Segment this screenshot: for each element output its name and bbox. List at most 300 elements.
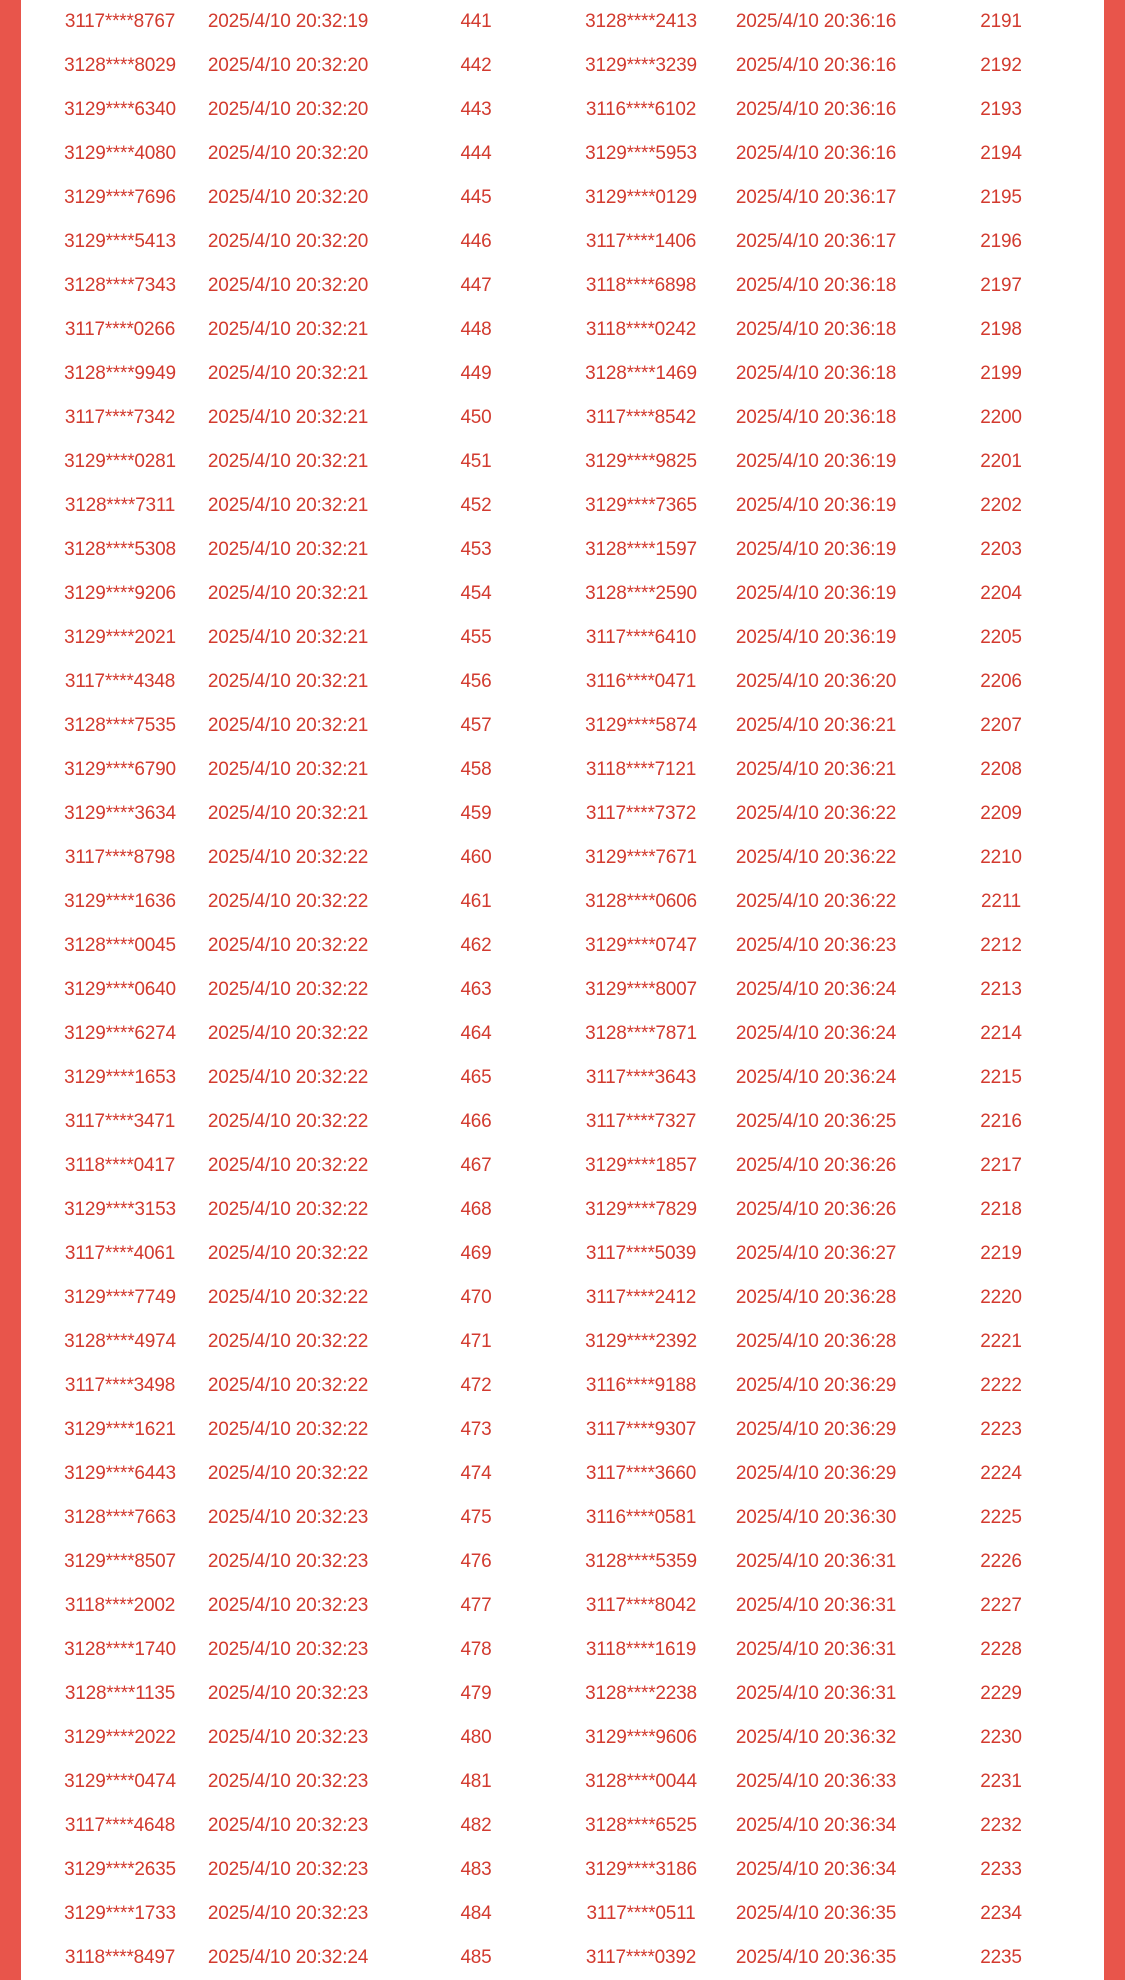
right-timestamp-cell: 2025/4/10 20:36:24: [735, 1023, 897, 1044]
left-phone-masked-cell: 3129****0281: [64, 451, 176, 472]
left-phone-masked-cell: 3129****1653: [64, 1067, 176, 1088]
right-rank-cell: 2231: [980, 1771, 1022, 1792]
left-phone-masked-cell: 3129****4080: [64, 143, 176, 164]
right-rank-cell: 2216: [980, 1111, 1022, 1132]
left-timestamp-cell: 2025/4/10 20:32:22: [207, 847, 369, 868]
table-row: [21, 176, 1104, 220]
right-timestamp-cell: 2025/4/10 20:36:22: [735, 891, 897, 912]
left-phone-masked-cell: 3128****1740: [64, 1639, 176, 1660]
left-rank-cell: 462: [460, 935, 492, 956]
right-rank-cell: 2201: [980, 451, 1022, 472]
left-phone-masked-cell: 3129****0640: [64, 979, 176, 1000]
left-timestamp-cell: 2025/4/10 20:32:22: [207, 1111, 369, 1132]
right-rank-cell: 2217: [980, 1155, 1022, 1176]
right-phone-masked-cell: 3129****9606: [585, 1727, 697, 1748]
left-rank-cell: 451: [460, 451, 492, 472]
table-row: [21, 1760, 1104, 1804]
right-phone-masked-cell: 3129****3186: [585, 1859, 697, 1880]
left-rank-cell: 444: [460, 143, 492, 164]
right-phone-masked-cell: 3116****6102: [585, 99, 697, 120]
left-timestamp-cell: 2025/4/10 20:32:22: [207, 1243, 369, 1264]
right-timestamp-cell: 2025/4/10 20:36:32: [735, 1727, 897, 1748]
table-row: [21, 1320, 1104, 1364]
left-phone-masked-cell: 3128****0045: [64, 935, 176, 956]
left-timestamp-cell: 2025/4/10 20:32:23: [207, 1551, 369, 1572]
left-phone-masked-cell: 3118****2002: [64, 1595, 176, 1616]
left-phone-masked-cell: 3128****7535: [64, 715, 176, 736]
right-rank-cell: 2203: [980, 539, 1022, 560]
left-phone-masked-cell: 3129****6274: [64, 1023, 176, 1044]
left-phone-masked-cell: 3129****5413: [64, 231, 176, 252]
right-timestamp-cell: 2025/4/10 20:36:28: [735, 1287, 897, 1308]
left-rank-cell: 483: [460, 1859, 492, 1880]
right-timestamp-cell: 2025/4/10 20:36:18: [735, 407, 897, 428]
right-rank-cell: 2208: [980, 759, 1022, 780]
right-phone-masked-cell: 3128****2413: [585, 11, 697, 32]
right-timestamp-cell: 2025/4/10 20:36:17: [735, 187, 897, 208]
right-phone-masked-cell: 3116****0581: [585, 1507, 697, 1528]
table-row: [21, 1848, 1104, 1892]
right-phone-masked-cell: 3118****1619: [585, 1639, 697, 1660]
left-timestamp-cell: 2025/4/10 20:32:21: [207, 583, 369, 604]
right-rank-cell: 2209: [980, 803, 1022, 824]
right-rank-cell: 2207: [980, 715, 1022, 736]
left-timestamp-cell: 2025/4/10 20:32:23: [207, 1815, 369, 1836]
table-row: [21, 836, 1104, 880]
left-phone-masked-cell: 3129****7749: [64, 1287, 176, 1308]
table-row: [21, 1804, 1104, 1848]
left-timestamp-cell: 2025/4/10 20:32:21: [207, 319, 369, 340]
table-row: [21, 880, 1104, 924]
left-timestamp-cell: 2025/4/10 20:32:23: [207, 1727, 369, 1748]
left-rank-cell: 470: [460, 1287, 492, 1308]
right-phone-masked-cell: 3117****3643: [585, 1067, 697, 1088]
right-rank-cell: 2212: [980, 935, 1022, 956]
right-timestamp-cell: 2025/4/10 20:36:26: [735, 1199, 897, 1220]
right-timestamp-cell: 2025/4/10 20:36:18: [735, 363, 897, 384]
right-rank-cell: 2228: [980, 1639, 1022, 1660]
left-rank-cell: 453: [460, 539, 492, 560]
right-phone-masked-cell: 3117****0511: [586, 1903, 696, 1924]
left-timestamp-cell: 2025/4/10 20:32:22: [207, 1419, 369, 1440]
right-rank-cell: 2193: [980, 99, 1022, 120]
table-row: [21, 1144, 1104, 1188]
right-phone-masked-cell: 3129****3239: [585, 55, 697, 76]
left-timestamp-cell: 2025/4/10 20:32:24: [207, 1947, 369, 1968]
right-timestamp-cell: 2025/4/10 20:36:21: [735, 759, 897, 780]
right-timestamp-cell: 2025/4/10 20:36:34: [735, 1859, 897, 1880]
left-timestamp-cell: 2025/4/10 20:32:22: [207, 891, 369, 912]
left-rank-cell: 474: [460, 1463, 492, 1484]
right-phone-masked-cell: 3118****6898: [585, 275, 697, 296]
right-rank-cell: 2210: [980, 847, 1022, 868]
table-row: [21, 352, 1104, 396]
left-timestamp-cell: 2025/4/10 20:32:21: [207, 407, 369, 428]
right-phone-masked-cell: 3117****7327: [585, 1111, 697, 1132]
right-rank-cell: 2213: [980, 979, 1022, 1000]
right-phone-masked-cell: 3128****2590: [585, 583, 697, 604]
right-timestamp-cell: 2025/4/10 20:36:22: [735, 847, 897, 868]
left-rank-cell: 452: [460, 495, 492, 516]
table-row: [21, 1540, 1104, 1584]
table-row: [21, 484, 1104, 528]
left-rank-cell: 466: [460, 1111, 492, 1132]
right-timestamp-cell: 2025/4/10 20:36:29: [735, 1375, 897, 1396]
right-rank-cell: 2200: [980, 407, 1022, 428]
right-rank-cell: 2233: [980, 1859, 1022, 1880]
left-phone-masked-cell: 3117****4061: [64, 1243, 176, 1264]
right-phone-masked-cell: 3117****6410: [585, 627, 697, 648]
right-rank-cell: 2222: [980, 1375, 1022, 1396]
left-phone-masked-cell: 3118****8497: [64, 1947, 176, 1968]
left-rank-cell: 449: [460, 363, 492, 384]
left-timestamp-cell: 2025/4/10 20:32:21: [207, 715, 369, 736]
table-row: [21, 440, 1104, 484]
right-timestamp-cell: 2025/4/10 20:36:19: [735, 627, 897, 648]
right-phone-masked-cell: 3117****1406: [585, 231, 697, 252]
right-rank-cell: 2204: [980, 583, 1022, 604]
table-row: [21, 1232, 1104, 1276]
right-timestamp-cell: 2025/4/10 20:36:16: [735, 55, 897, 76]
table-row: [21, 308, 1104, 352]
left-phone-masked-cell: 3129****6340: [64, 99, 176, 120]
left-timestamp-cell: 2025/4/10 20:32:21: [207, 363, 369, 384]
left-phone-masked-cell: 3129****3634: [64, 803, 176, 824]
left-phone-masked-cell: 3129****0474: [64, 1771, 176, 1792]
right-timestamp-cell: 2025/4/10 20:36:25: [735, 1111, 897, 1132]
table-row: [21, 88, 1104, 132]
right-rank-cell: 2198: [980, 319, 1022, 340]
left-timestamp-cell: 2025/4/10 20:32:22: [207, 1287, 369, 1308]
table-row: [21, 572, 1104, 616]
left-rank-cell: 476: [460, 1551, 492, 1572]
left-timestamp-cell: 2025/4/10 20:32:19: [207, 11, 369, 32]
left-phone-masked-cell: 3129****1636: [64, 891, 176, 912]
right-rank-cell: 2195: [980, 187, 1022, 208]
table-row: [21, 1716, 1104, 1760]
right-phone-masked-cell: 3129****7365: [585, 495, 697, 516]
right-phone-masked-cell: 3128****5359: [585, 1551, 697, 1572]
right-rank-cell: 2224: [980, 1463, 1022, 1484]
left-rank-cell: 448: [460, 319, 492, 340]
left-rank-cell: 450: [460, 407, 492, 428]
left-timestamp-cell: 2025/4/10 20:32:22: [207, 1463, 369, 1484]
right-rank-cell: 2202: [980, 495, 1022, 516]
right-timestamp-cell: 2025/4/10 20:36:34: [735, 1815, 897, 1836]
table-row: [21, 528, 1104, 572]
right-rank-cell: 2194: [980, 143, 1022, 164]
right-phone-masked-cell: 3129****1857: [585, 1155, 697, 1176]
right-phone-masked-cell: 3128****1469: [585, 363, 697, 384]
right-timestamp-cell: 2025/4/10 20:36:24: [735, 979, 897, 1000]
table-row: [21, 660, 1104, 704]
right-phone-masked-cell: 3117****8542: [585, 407, 697, 428]
table-row: [21, 748, 1104, 792]
right-timestamp-cell: 2025/4/10 20:36:31: [735, 1551, 897, 1572]
table-row: [21, 264, 1104, 308]
left-phone-masked-cell: 3128****7311: [64, 495, 176, 516]
table-row: [21, 1100, 1104, 1144]
left-rank-cell: 443: [460, 99, 492, 120]
right-phone-masked-cell: 3129****7829: [585, 1199, 697, 1220]
left-timestamp-cell: 2025/4/10 20:32:21: [207, 451, 369, 472]
right-phone-masked-cell: 3117****9307: [585, 1419, 697, 1440]
right-rank-cell: 2191: [980, 11, 1022, 32]
right-phone-masked-cell: 3129****9825: [585, 451, 697, 472]
table-row: [21, 1364, 1104, 1408]
table-row: [21, 1056, 1104, 1100]
table-row: [21, 1936, 1104, 1980]
table-row: [21, 220, 1104, 264]
left-rank-cell: 468: [460, 1199, 492, 1220]
right-phone-masked-cell: 3117****0392: [585, 1947, 697, 1968]
left-phone-masked-cell: 3129****8507: [64, 1551, 176, 1572]
left-rank-cell: 463: [460, 979, 492, 1000]
left-rank-cell: 465: [460, 1067, 492, 1088]
right-timestamp-cell: 2025/4/10 20:36:19: [735, 583, 897, 604]
table-row: [21, 1276, 1104, 1320]
left-timestamp-cell: 2025/4/10 20:32:21: [207, 539, 369, 560]
left-timestamp-cell: 2025/4/10 20:32:22: [207, 979, 369, 1000]
right-rank-cell: 2235: [980, 1947, 1022, 1968]
left-timestamp-cell: 2025/4/10 20:32:22: [207, 1375, 369, 1396]
right-phone-masked-cell: 3117****2412: [585, 1287, 697, 1308]
left-phone-masked-cell: 3128****7663: [64, 1507, 176, 1528]
right-rank-cell: 2205: [980, 627, 1022, 648]
left-timestamp-cell: 2025/4/10 20:32:23: [207, 1595, 369, 1616]
left-phone-masked-cell: 3129****1621: [64, 1419, 176, 1440]
right-rank-cell: 2225: [980, 1507, 1022, 1528]
left-rank-cell: 461: [460, 891, 492, 912]
left-timestamp-cell: 2025/4/10 20:32:23: [207, 1903, 369, 1924]
table-row: [21, 1012, 1104, 1056]
left-phone-masked-cell: 3128****5308: [64, 539, 176, 560]
left-phone-masked-cell: 3128****7343: [64, 275, 176, 296]
right-timestamp-cell: 2025/4/10 20:36:23: [735, 935, 897, 956]
left-timestamp-cell: 2025/4/10 20:32:23: [207, 1683, 369, 1704]
left-timestamp-cell: 2025/4/10 20:32:22: [207, 935, 369, 956]
right-timestamp-cell: 2025/4/10 20:36:31: [735, 1595, 897, 1616]
right-phone-masked-cell: 3129****0129: [585, 187, 697, 208]
right-phone-masked-cell: 3129****0747: [585, 935, 697, 956]
left-timestamp-cell: 2025/4/10 20:32:20: [207, 143, 369, 164]
left-phone-masked-cell: 3129****3153: [64, 1199, 176, 1220]
table-row: [21, 924, 1104, 968]
right-phone-masked-cell: 3129****8007: [585, 979, 697, 1000]
results-sheet: [21, 0, 1104, 1980]
left-timestamp-cell: 2025/4/10 20:32:21: [207, 803, 369, 824]
table-row: [21, 132, 1104, 176]
left-timestamp-cell: 2025/4/10 20:32:23: [207, 1859, 369, 1880]
right-timestamp-cell: 2025/4/10 20:36:18: [735, 319, 897, 340]
left-phone-masked-cell: 3129****9206: [64, 583, 176, 604]
right-timestamp-cell: 2025/4/10 20:36:18: [735, 275, 897, 296]
right-phone-masked-cell: 3128****0044: [585, 1771, 697, 1792]
table-row: [21, 616, 1104, 660]
right-rank-cell: 2197: [980, 275, 1022, 296]
left-timestamp-cell: 2025/4/10 20:32:21: [207, 671, 369, 692]
right-phone-masked-cell: 3118****0242: [585, 319, 697, 340]
right-rank-cell: 2223: [980, 1419, 1022, 1440]
right-timestamp-cell: 2025/4/10 20:36:22: [735, 803, 897, 824]
left-timestamp-cell: 2025/4/10 20:32:22: [207, 1155, 369, 1176]
right-rank-cell: 2220: [980, 1287, 1022, 1308]
left-rank-cell: 456: [460, 671, 492, 692]
left-phone-masked-cell: 3117****0266: [64, 319, 176, 340]
left-timestamp-cell: 2025/4/10 20:32:23: [207, 1639, 369, 1660]
table-row: [21, 44, 1104, 88]
right-timestamp-cell: 2025/4/10 20:36:16: [735, 11, 897, 32]
right-rank-cell: 2218: [980, 1199, 1022, 1220]
left-rank-cell: 454: [460, 583, 492, 604]
right-rank-cell: 2206: [980, 671, 1022, 692]
left-phone-masked-cell: 3117****8798: [64, 847, 176, 868]
right-phone-masked-cell: 3128****0606: [585, 891, 697, 912]
right-phone-masked-cell: 3117****5039: [585, 1243, 697, 1264]
left-rank-cell: 446: [460, 231, 492, 252]
right-rank-cell: 2214: [980, 1023, 1022, 1044]
left-timestamp-cell: 2025/4/10 20:32:21: [207, 759, 369, 780]
left-rank-cell: 480: [460, 1727, 492, 1748]
right-timestamp-cell: 2025/4/10 20:36:19: [735, 495, 897, 516]
left-phone-masked-cell: 3129****2021: [64, 627, 176, 648]
left-rank-cell: 484: [460, 1903, 492, 1924]
table-row: [21, 1452, 1104, 1496]
right-phone-masked-cell: 3116****9188: [585, 1375, 697, 1396]
left-rank-cell: 481: [460, 1771, 492, 1792]
left-phone-masked-cell: 3128****4974: [64, 1331, 176, 1352]
right-timestamp-cell: 2025/4/10 20:36:19: [735, 451, 897, 472]
left-rank-cell: 464: [460, 1023, 492, 1044]
left-timestamp-cell: 2025/4/10 20:32:22: [207, 1199, 369, 1220]
right-phone-masked-cell: 3117****3660: [585, 1463, 697, 1484]
left-rank-cell: 473: [460, 1419, 492, 1440]
left-rank-cell: 441: [460, 11, 492, 32]
table-row: [21, 792, 1104, 836]
right-phone-masked-cell: 3129****2392: [585, 1331, 697, 1352]
left-phone-masked-cell: 3129****2635: [64, 1859, 176, 1880]
left-phone-masked-cell: 3129****6443: [64, 1463, 176, 1484]
right-rank-cell: 2192: [980, 55, 1022, 76]
left-phone-masked-cell: 3117****7342: [64, 407, 176, 428]
table-row: [21, 0, 1104, 44]
left-phone-masked-cell: 3118****0417: [64, 1155, 176, 1176]
right-rank-cell: 2211: [980, 891, 1022, 912]
right-phone-masked-cell: 3117****8042: [585, 1595, 697, 1616]
table-row: [21, 396, 1104, 440]
left-timestamp-cell: 2025/4/10 20:32:21: [207, 495, 369, 516]
left-phone-masked-cell: 3129****2022: [64, 1727, 176, 1748]
right-timestamp-cell: 2025/4/10 20:36:31: [735, 1683, 897, 1704]
table-row: [21, 1672, 1104, 1716]
right-rank-cell: 2227: [980, 1595, 1022, 1616]
right-phone-masked-cell: 3116****0471: [585, 671, 697, 692]
left-timestamp-cell: 2025/4/10 20:32:22: [207, 1023, 369, 1044]
left-phone-masked-cell: 3129****1733: [64, 1903, 176, 1924]
table-row: [21, 1408, 1104, 1452]
right-phone-masked-cell: 3129****7671: [585, 847, 697, 868]
right-phone-masked-cell: 3128****2238: [585, 1683, 697, 1704]
right-phone-masked-cell: 3129****5874: [585, 715, 697, 736]
right-rank-cell: 2234: [980, 1903, 1022, 1924]
table-row: [21, 704, 1104, 748]
table-row: [21, 1496, 1104, 1540]
left-timestamp-cell: 2025/4/10 20:32:23: [207, 1771, 369, 1792]
right-rank-cell: 2215: [980, 1067, 1022, 1088]
right-phone-masked-cell: 3128****7871: [585, 1023, 697, 1044]
right-phone-masked-cell: 3118****7121: [585, 759, 697, 780]
left-timestamp-cell: 2025/4/10 20:32:22: [207, 1331, 369, 1352]
right-rank-cell: 2226: [980, 1551, 1022, 1572]
left-rank-cell: 478: [460, 1639, 492, 1660]
right-timestamp-cell: 2025/4/10 20:36:16: [735, 143, 897, 164]
left-timestamp-cell: 2025/4/10 20:32:20: [207, 231, 369, 252]
results-table: [21, 0, 1104, 1980]
right-timestamp-cell: 2025/4/10 20:36:24: [735, 1067, 897, 1088]
left-rank-cell: 460: [460, 847, 492, 868]
left-rank-cell: 469: [460, 1243, 492, 1264]
left-rank-cell: 457: [460, 715, 492, 736]
left-rank-cell: 455: [460, 627, 492, 648]
left-phone-masked-cell: 3117****3471: [64, 1111, 176, 1132]
left-phone-masked-cell: 3129****6790: [64, 759, 176, 780]
left-rank-cell: 485: [460, 1947, 492, 1968]
left-rank-cell: 479: [460, 1683, 492, 1704]
left-rank-cell: 472: [460, 1375, 492, 1396]
table-row: [21, 1584, 1104, 1628]
left-rank-cell: 459: [460, 803, 492, 824]
table-row: [21, 968, 1104, 1012]
right-timestamp-cell: 2025/4/10 20:36:29: [735, 1419, 897, 1440]
left-rank-cell: 458: [460, 759, 492, 780]
right-timestamp-cell: 2025/4/10 20:36:35: [735, 1947, 897, 1968]
left-rank-cell: 442: [460, 55, 492, 76]
left-timestamp-cell: 2025/4/10 20:32:20: [207, 187, 369, 208]
left-timestamp-cell: 2025/4/10 20:32:20: [207, 55, 369, 76]
left-rank-cell: 445: [460, 187, 492, 208]
left-timestamp-cell: 2025/4/10 20:32:23: [207, 1507, 369, 1528]
left-timestamp-cell: 2025/4/10 20:32:21: [207, 627, 369, 648]
left-rank-cell: 447: [460, 275, 492, 296]
left-phone-masked-cell: 3117****3498: [64, 1375, 176, 1396]
right-timestamp-cell: 2025/4/10 20:36:26: [735, 1155, 897, 1176]
right-timestamp-cell: 2025/4/10 20:36:27: [735, 1243, 897, 1264]
right-phone-masked-cell: 3128****1597: [585, 539, 697, 560]
right-timestamp-cell: 2025/4/10 20:36:19: [735, 539, 897, 560]
right-timestamp-cell: 2025/4/10 20:36:17: [735, 231, 897, 252]
right-rank-cell: 2230: [980, 1727, 1022, 1748]
right-timestamp-cell: 2025/4/10 20:36:29: [735, 1463, 897, 1484]
right-timestamp-cell: 2025/4/10 20:36:28: [735, 1331, 897, 1352]
right-rank-cell: 2221: [980, 1331, 1022, 1352]
left-timestamp-cell: 2025/4/10 20:32:20: [207, 99, 369, 120]
right-timestamp-cell: 2025/4/10 20:36:20: [735, 671, 897, 692]
right-rank-cell: 2232: [980, 1815, 1022, 1836]
left-phone-masked-cell: 3128****1135: [64, 1683, 176, 1704]
right-rank-cell: 2199: [980, 363, 1022, 384]
right-timestamp-cell: 2025/4/10 20:36:21: [735, 715, 897, 736]
left-rank-cell: 477: [460, 1595, 492, 1616]
left-phone-masked-cell: 3128****9949: [64, 363, 176, 384]
left-phone-masked-cell: 3128****8029: [64, 55, 176, 76]
left-timestamp-cell: 2025/4/10 20:32:20: [207, 275, 369, 296]
left-phone-masked-cell: 3117****8767: [64, 11, 176, 32]
left-phone-masked-cell: 3129****7696: [64, 187, 176, 208]
right-phone-masked-cell: 3129****5953: [585, 143, 697, 164]
right-timestamp-cell: 2025/4/10 20:36:16: [735, 99, 897, 120]
left-timestamp-cell: 2025/4/10 20:32:22: [207, 1067, 369, 1088]
right-timestamp-cell: 2025/4/10 20:36:31: [735, 1639, 897, 1660]
